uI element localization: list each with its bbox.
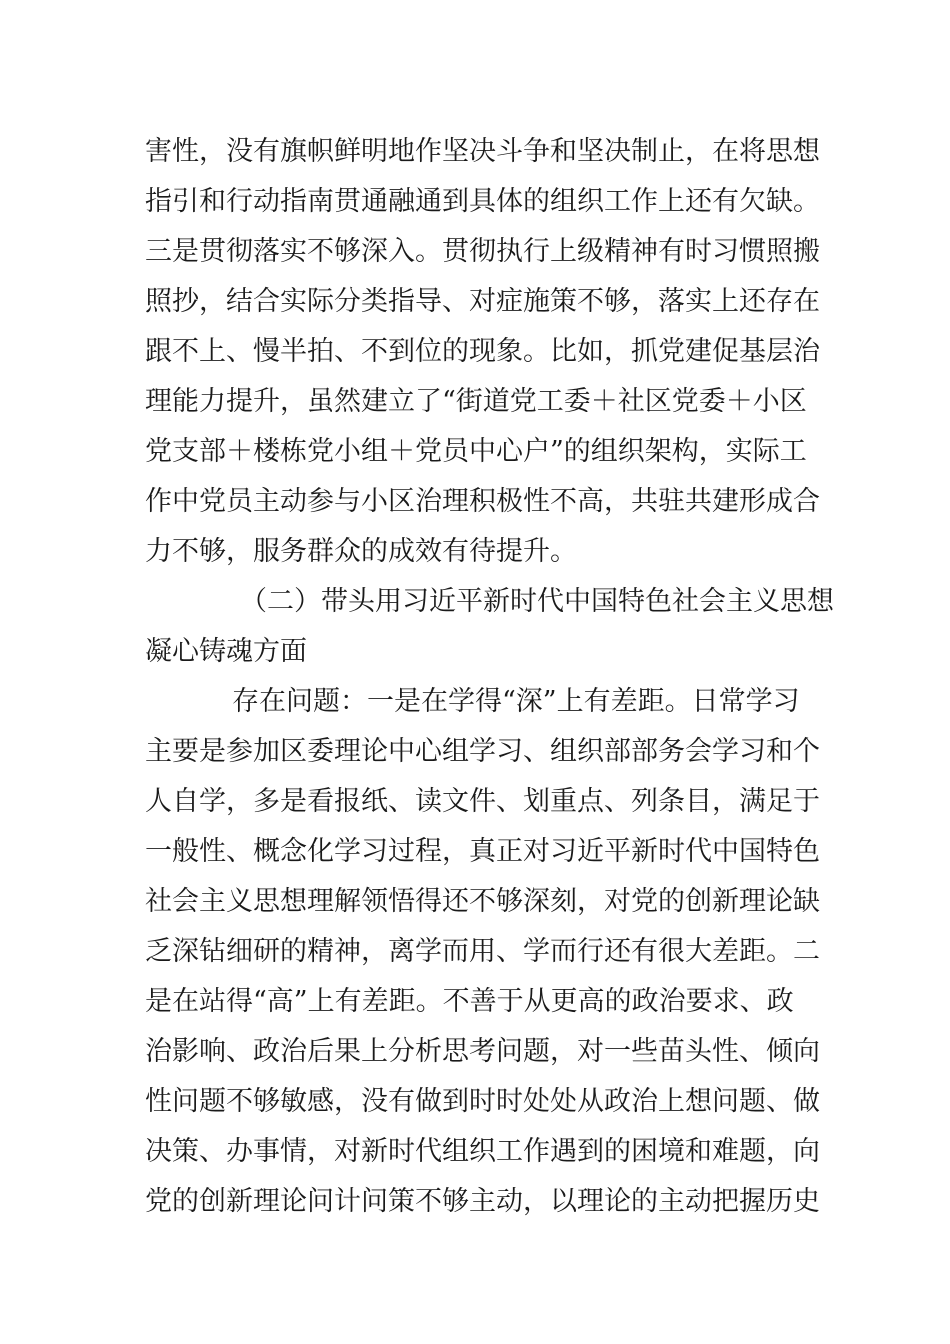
text-line-7: 党支部＋楼栋党小组＋党员中心户”的组织架构，实际工 — [145, 436, 807, 467]
text-line-1: 害性，没有旗帜鲜明地作坚决斗争和坚决制止，在将思想 — [145, 136, 820, 167]
text-line-15: 一般性、概念化学习过程，真正对习近平新时代中国特色 — [145, 836, 820, 867]
text-line-2: 指引和行动指南贯通融通到具体的组织工作上还有欠缺。 — [145, 186, 820, 217]
text-line-8: 作中党员主动参与小区治理积极性不高，共驻共建形成合 — [145, 486, 820, 517]
text-line-9: 力不够，服务群众的成效有待提升。 — [145, 536, 577, 567]
text-line-13: 主要是参加区委理论中心组学习、组织部部务会学习和个 — [145, 736, 820, 767]
section-heading-cont: 凝心铸魂方面 — [145, 636, 307, 667]
text-line-21: 决策、办事情，对新时代组织工作遇到的困境和难题，向 — [145, 1136, 820, 1167]
text-line-19: 治影响、政治后果上分析思考问题，对一些苗头性、倾向 — [145, 1036, 820, 1067]
text-line-22: 党的创新理论问计问策不够主动，以理论的主动把握历史 — [145, 1186, 820, 1217]
text-line-14: 人自学，多是看报纸、读文件、划重点、列条目，满足于 — [145, 786, 820, 817]
text-line-6: 理能力提升，虽然建立了“街道党工委＋社区党委＋小区 — [145, 386, 807, 417]
text-line-17: 乏深钻细研的精神，离学而用、学而行还有很大差距。二 — [145, 936, 820, 967]
text-line-4: 照抄，结合实际分类指导、对症施策不够，落实上还存在 — [145, 286, 820, 317]
section-heading: （二）带头用习近平新时代中国特色社会主义思想 — [240, 586, 834, 617]
text-line-5: 跟不上、慢半拍、不到位的现象。比如，抓党建促基层治 — [145, 336, 820, 367]
text-line-12: 存在问题：一是在学得“深”上有差距。日常学习 — [232, 686, 800, 717]
text-line-3: 三是贯彻落实不够深入。贯彻执行上级精神有时习惯照搬 — [145, 236, 820, 267]
text-line-16: 社会主义思想理解领悟得还不够深刻，对党的创新理论缺 — [145, 886, 820, 917]
text-line-20: 性问题不够敏感，没有做到时时处处从政治上想问题、做 — [145, 1086, 820, 1117]
text-line-18: 是在站得“高”上有差距。不善于从更高的政治要求、政 — [145, 986, 794, 1017]
